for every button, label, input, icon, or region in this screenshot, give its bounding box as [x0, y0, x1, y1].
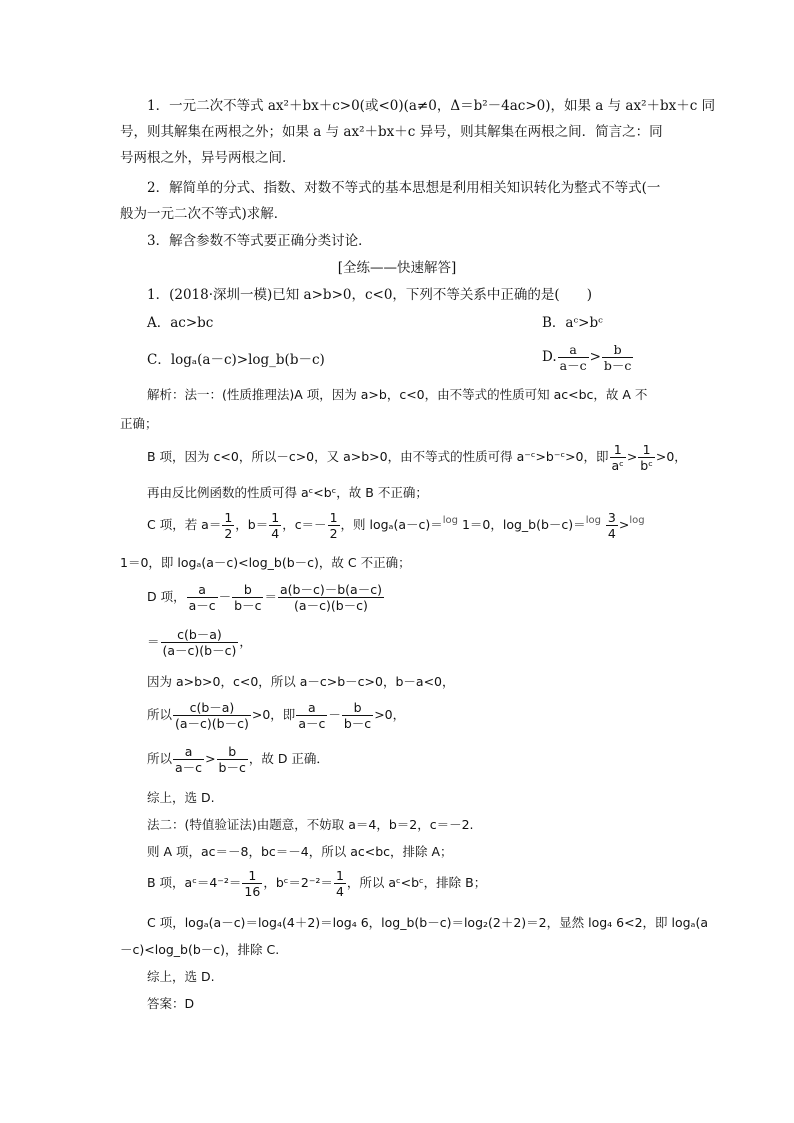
fraction-denominator: b－c — [218, 760, 246, 775]
fraction-denominator: 2 — [329, 526, 338, 541]
fraction — [296, 700, 327, 731]
solution-m1-d-line-3: 因为 a>b>0，c<0，所以 a－c>b－c>0，b－a<0， — [147, 674, 455, 689]
log-image: log — [442, 515, 458, 526]
solution-m1-b-line-1 — [147, 442, 687, 478]
minus-sign: － — [218, 589, 232, 604]
solution-m1-d-line-4 — [147, 700, 676, 736]
solution-m2-a: 则 A 项，ac＝－8，bc＝－4，所以 ac<bc，排除 A； — [147, 844, 453, 859]
fraction-denominator: (a－c)(b－c) — [294, 598, 368, 613]
gt-sign: > — [618, 517, 630, 532]
fraction-numerator: b — [217, 744, 248, 760]
text: ，故 D 正确． — [248, 751, 329, 766]
solution-m2-conclusion: 综上，选 D. — [147, 969, 215, 984]
solution-m1-conclusion: 综上，选 D. — [147, 790, 215, 805]
summary-point-2-line-2: 般为一元二次不等式)求解． — [120, 206, 288, 222]
solution-m1-a-line-2: 正确； — [120, 416, 158, 431]
gt-sign: > — [205, 751, 216, 766]
fraction-numerator: c(b－a) — [173, 700, 251, 716]
fraction-numerator: 3 — [607, 510, 616, 525]
fraction — [217, 744, 248, 775]
fraction-numerator: 1 — [271, 510, 280, 525]
option-b: B．aᶜ>bᶜ — [542, 315, 603, 331]
solution-m1-d-line-1 — [147, 582, 676, 618]
solution-m2-c-line-1: C 项，logₐ(a－c)＝log₄(4＋2)＝log₄ 6，log_b(b－c)＝log₂(2＋2)＝2，显然 log₄ 6<2，即 logₐ(a — [147, 915, 708, 930]
solution-m1-d-line-2 — [147, 627, 676, 663]
fraction-numerator: b — [232, 582, 263, 598]
text: 所以 — [147, 707, 173, 722]
fraction-numerator: a — [558, 342, 589, 358]
fraction — [222, 510, 234, 541]
text: ，b＝ — [235, 517, 269, 532]
fraction-numerator: a — [187, 582, 218, 598]
text: B 项，aᶜ＝4⁻²＝ — [147, 875, 242, 890]
solution-m1-c-line-1 — [147, 510, 676, 546]
fraction — [334, 868, 346, 899]
fraction-denominator: a－c — [559, 358, 587, 373]
fraction-numerator: a(b－c)－b(a－c) — [280, 582, 382, 597]
solution-m1-d-line-5 — [147, 744, 676, 780]
fraction-denominator: a－c — [188, 598, 216, 613]
text: >0， — [374, 707, 406, 722]
text: ， — [239, 634, 252, 649]
question-stem: 1．(2018·深圳一模)已知 a>b>0，c<0，下列不等关系中正确的是( ) — [147, 287, 592, 303]
summary-point-1-line-1: 1．一元二次不等式 ax²＋bx＋c>0(或<0)(a≠0，Δ＝b²－4ac>0)，如果 a 与 ax²＋bx＋c 同 — [147, 98, 716, 114]
fraction-denominator: a－c — [175, 760, 203, 775]
fraction-numerator: 1 — [242, 868, 262, 884]
fraction — [173, 744, 204, 775]
solution-m1-c-line-2: 1＝0，即 logₐ(a－c)<log_b(b－c)，故 C 不正确； — [120, 555, 411, 570]
fraction-numerator: a — [296, 700, 327, 716]
fraction-denominator: b－c — [234, 598, 262, 613]
option-d-label: D. — [542, 349, 557, 365]
solution-m2-b — [147, 868, 676, 904]
fraction-denominator: 4 — [335, 884, 344, 899]
option-d — [542, 342, 634, 373]
text: D 项， — [147, 589, 186, 604]
fraction-numerator: a — [173, 744, 204, 760]
minus-sign: － — [328, 707, 341, 722]
fraction-denominator: 16 — [244, 884, 261, 899]
fraction-numerator: 1 — [329, 510, 338, 525]
fraction-numerator: 1 — [638, 442, 655, 458]
option-a-text: A．ac>bc — [147, 315, 214, 331]
summary-point-1-line-3: 号两根之外，异号两根之间． — [120, 150, 296, 166]
text: 所以 — [147, 751, 173, 766]
log-image: log — [629, 515, 645, 526]
summary-point-1-line-2: 号，则其解集在两根之外；如果 a 与 ax²＋bx＋c 异号，则其解集在两根之间．简言之：同 — [120, 124, 663, 140]
text: ，则 logₐ(a－c)＝ — [340, 517, 443, 532]
fraction-numerator: 1 — [224, 510, 233, 525]
fraction-numerator: c(b－a) — [161, 627, 239, 643]
fraction-denominator: 4 — [271, 526, 280, 541]
fraction — [173, 700, 251, 731]
text: B 项，因为 c<0，所以－c>0，又 a>b>0，由不等式的性质可得 a⁻ᶜ>b⁻ᶜ>0，即 — [147, 449, 609, 464]
fraction-denominator: b－c — [603, 358, 632, 373]
answer: 答案：D — [147, 996, 195, 1011]
fraction — [269, 510, 281, 541]
fraction — [161, 627, 239, 658]
gt-sign: > — [626, 449, 638, 464]
fraction-numerator: b — [602, 342, 634, 358]
text: ，c＝－ — [282, 517, 327, 532]
equals-sign: ＝ — [147, 634, 160, 649]
fraction — [342, 700, 373, 731]
solution-m2-c-line-2: －c)<log_b(b－c)，排除 C. — [120, 942, 280, 957]
fraction-numerator: 1 — [610, 442, 626, 458]
section-title: [全练——快速解答] — [337, 260, 457, 276]
option-d-fraction-1 — [558, 342, 589, 373]
option-a — [147, 313, 676, 333]
fraction-denominator: bᶜ — [640, 458, 653, 473]
solution-m1-b-line-2: 再由反比例函数的性质可得 aᶜ<bᶜ，故 B 不正确； — [147, 485, 428, 500]
option-c — [147, 342, 676, 380]
fraction — [610, 442, 626, 473]
text: ，所以 aᶜ<bᶜ，排除 B； — [346, 875, 487, 890]
fraction — [187, 582, 218, 613]
fraction — [638, 442, 655, 473]
solution-m2-intro: 法二：(特值验证法)由题意，不妨取 a＝4，b＝2，c＝－2. — [147, 817, 474, 832]
fraction-denominator: 4 — [607, 526, 616, 541]
text: ，bᶜ＝2⁻²＝ — [263, 875, 333, 890]
fraction-denominator: aᶜ — [611, 458, 624, 473]
summary-point-3: 3．解含参数不等式要正确分类讨论． — [147, 233, 372, 249]
gt-sign: > — [589, 349, 601, 365]
fraction-denominator: b－c — [343, 716, 372, 731]
fraction-denominator: 2 — [224, 526, 233, 541]
option-c-text: C．logₐ(a－c)>log_b(b－c) — [147, 352, 325, 368]
option-d-fraction-2 — [602, 342, 634, 373]
text: >0， — [655, 449, 687, 464]
solution-m1-a-line-1: 解析：法一：(性质推理法)A 项，因为 a>b，c<0，由不等式的性质可知 ac<bc，故 A 不 — [147, 387, 648, 402]
log-image: log — [585, 515, 601, 526]
fraction-numerator: 1 — [335, 868, 344, 883]
fraction — [606, 510, 618, 541]
text: C 项，若 a＝ — [147, 517, 222, 532]
fraction-denominator: a－c — [298, 716, 326, 731]
text: >0，即 — [251, 707, 296, 722]
fraction — [328, 510, 340, 541]
fraction — [278, 582, 384, 613]
summary-point-2-line-1: 2．解简单的分式、指数、对数不等式的基本思想是利用相关知识转化为整式不等式(一 — [147, 180, 661, 196]
text: 1＝0，log_b(b－c)＝ — [461, 517, 586, 532]
fraction-numerator: b — [342, 700, 373, 716]
fraction — [242, 868, 262, 899]
equals-sign: ＝ — [264, 589, 277, 604]
fraction-denominator: (a－c)(b－c) — [162, 643, 237, 658]
fraction — [232, 582, 263, 613]
fraction-denominator: (a－c)(b－c) — [175, 716, 249, 731]
